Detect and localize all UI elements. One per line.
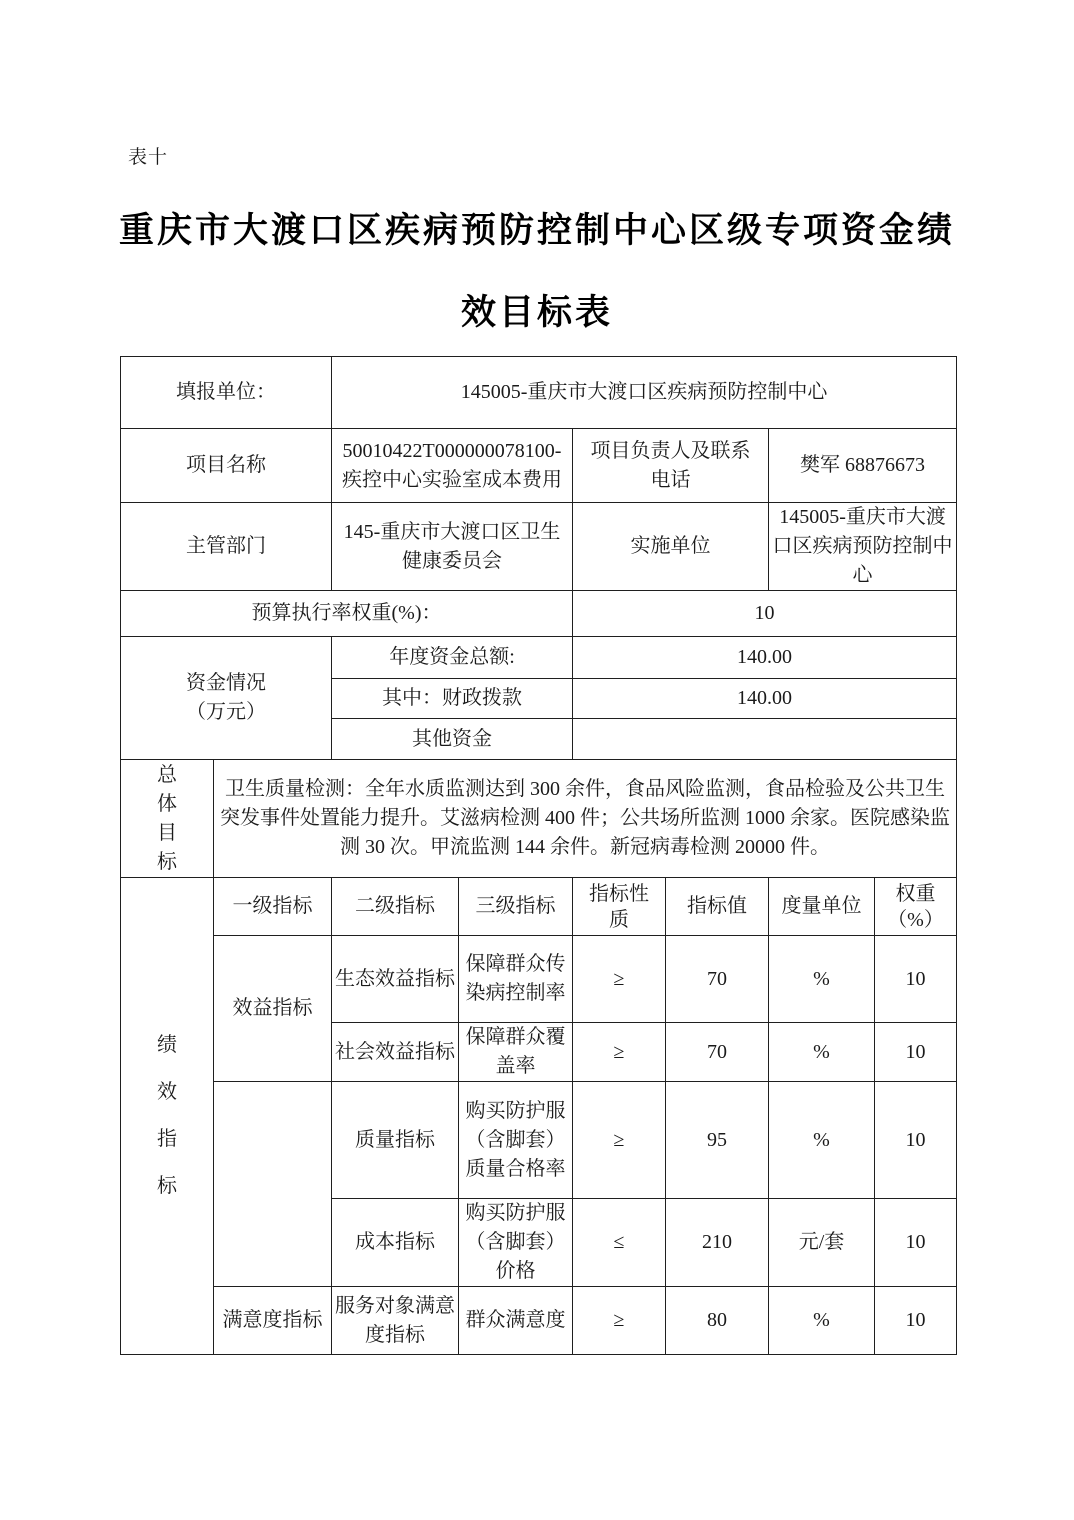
budget-rate-value: 10 — [573, 591, 957, 637]
weight-cell: 10 — [875, 1199, 957, 1287]
header-value: 指标值 — [666, 878, 769, 936]
funds-total-row — [121, 637, 957, 679]
overall-goal-text: 卫生质量检测：全年水质监测达到 300 余件，食品风险监测，食品检验及公共卫生突发事件处置能力提升。艾滋病检测 400 件；公共场所监测 1000 余家。医院感染监测 30 次。甲流监测 144 余件。新冠病毒检测 20000 件。 — [214, 760, 957, 878]
document-title-line1: 重庆市大渡口区疾病预防控制中心区级专项资金绩 — [118, 211, 955, 250]
level1-satisfaction: 满意度指标 — [214, 1287, 332, 1355]
value-cell: 70 — [666, 1023, 769, 1082]
budget-rate-row — [121, 591, 957, 637]
header-level2: 二级指标 — [332, 878, 459, 936]
funds-fiscal-value: 140.00 — [573, 679, 957, 719]
unit-cell: % — [769, 1082, 875, 1199]
header-weight: 权重 （%） — [875, 878, 957, 936]
table-number-tag: 表十 — [128, 147, 169, 168]
project-leader-value: 樊军 68876673 — [769, 429, 957, 503]
funds-label-line1: 资金情况 — [186, 672, 266, 694]
nature-cell: ≥ — [573, 1023, 666, 1082]
value-cell: 95 — [666, 1082, 769, 1199]
level3-cell: 保障群众传染病控制率 — [459, 936, 573, 1023]
value-cell: 80 — [666, 1287, 769, 1355]
funds-total-value: 140.00 — [573, 637, 957, 679]
overall-goal-label: 总 体 目 标 — [121, 760, 214, 878]
funds-label-line2: （万元） — [186, 701, 266, 723]
unit-cell: % — [769, 1023, 875, 1082]
indicator-header-row — [121, 878, 957, 936]
dept-value: 145-重庆市大渡口区卫生健康委员会 — [332, 503, 573, 591]
indicator-row-eco — [121, 936, 957, 1023]
nature-cell: ≥ — [573, 936, 666, 1023]
project-name-label: 项目名称 — [121, 429, 332, 503]
nature-cell: ≥ — [573, 1082, 666, 1199]
funds-other-label: 其他资金 — [332, 719, 573, 760]
level2-cell: 生态效益指标 — [332, 936, 459, 1023]
value-cell: 210 — [666, 1199, 769, 1287]
indicator-row-quality — [121, 1082, 957, 1199]
budget-rate-label: 预算执行率权重(%)： — [121, 591, 573, 637]
weight-cell: 10 — [875, 1287, 957, 1355]
weight-cell: 10 — [875, 936, 957, 1023]
impl-unit-label: 实施单位 — [573, 503, 769, 591]
level1-benefit: 效益指标 — [214, 936, 332, 1082]
unit-cell: % — [769, 1287, 875, 1355]
funds-label — [121, 637, 332, 760]
unit-cell: 元/套 — [769, 1199, 875, 1287]
nature-cell: ≤ — [573, 1199, 666, 1287]
level2-cell: 社会效益指标 — [332, 1023, 459, 1082]
funds-total-label: 年度资金总额: — [332, 637, 573, 679]
unit-cell: % — [769, 936, 875, 1023]
header-unit: 度量单位 — [769, 878, 875, 936]
performance-indicator-label: 绩 效 指 标 — [121, 878, 214, 1355]
header-level3: 三级指标 — [459, 878, 573, 936]
indicator-row-satisfaction — [121, 1287, 957, 1355]
report-unit-label: 填报单位： — [121, 357, 332, 429]
header-nature: 指标性 质 — [573, 878, 666, 936]
overall-goal-row — [121, 760, 957, 878]
funds-fiscal-label: 其中：财政拨款 — [332, 679, 573, 719]
header-level1: 一级指标 — [214, 878, 332, 936]
level3-cell: 购买防护服（含脚套）质量合格率 — [459, 1082, 573, 1199]
level3-cell: 保障群众覆盖率 — [459, 1023, 573, 1082]
document-title — [0, 190, 1074, 354]
project-leader-label: 项目负责人及联系电话 — [573, 429, 769, 503]
level2-cell: 服务对象满意度指标 — [332, 1287, 459, 1355]
department-row — [121, 503, 957, 591]
dept-label: 主管部门 — [121, 503, 332, 591]
value-cell: 70 — [666, 936, 769, 1023]
level2-cell: 成本指标 — [332, 1199, 459, 1287]
level1-empty — [214, 1082, 332, 1287]
impl-unit-value: 145005-重庆市大渡口区疾病预防控制中心 — [769, 503, 957, 591]
report-unit-value: 145005-重庆市大渡口区疾病预防控制中心 — [332, 357, 957, 429]
project-row — [121, 429, 957, 503]
weight-cell: 10 — [875, 1023, 957, 1082]
level3-cell: 群众满意度 — [459, 1287, 573, 1355]
nature-cell: ≥ — [573, 1287, 666, 1355]
level3-cell: 购买防护服（含脚套）价格 — [459, 1199, 573, 1287]
report-unit-row — [121, 357, 957, 429]
document-title-line2: 效目标表 — [460, 293, 613, 332]
performance-target-table — [120, 356, 957, 1355]
level2-cell: 质量指标 — [332, 1082, 459, 1199]
project-name-value: 50010422T000000078100-疾控中心实验室成本费用 — [332, 429, 573, 503]
funds-other-value — [573, 719, 957, 760]
weight-cell: 10 — [875, 1082, 957, 1199]
